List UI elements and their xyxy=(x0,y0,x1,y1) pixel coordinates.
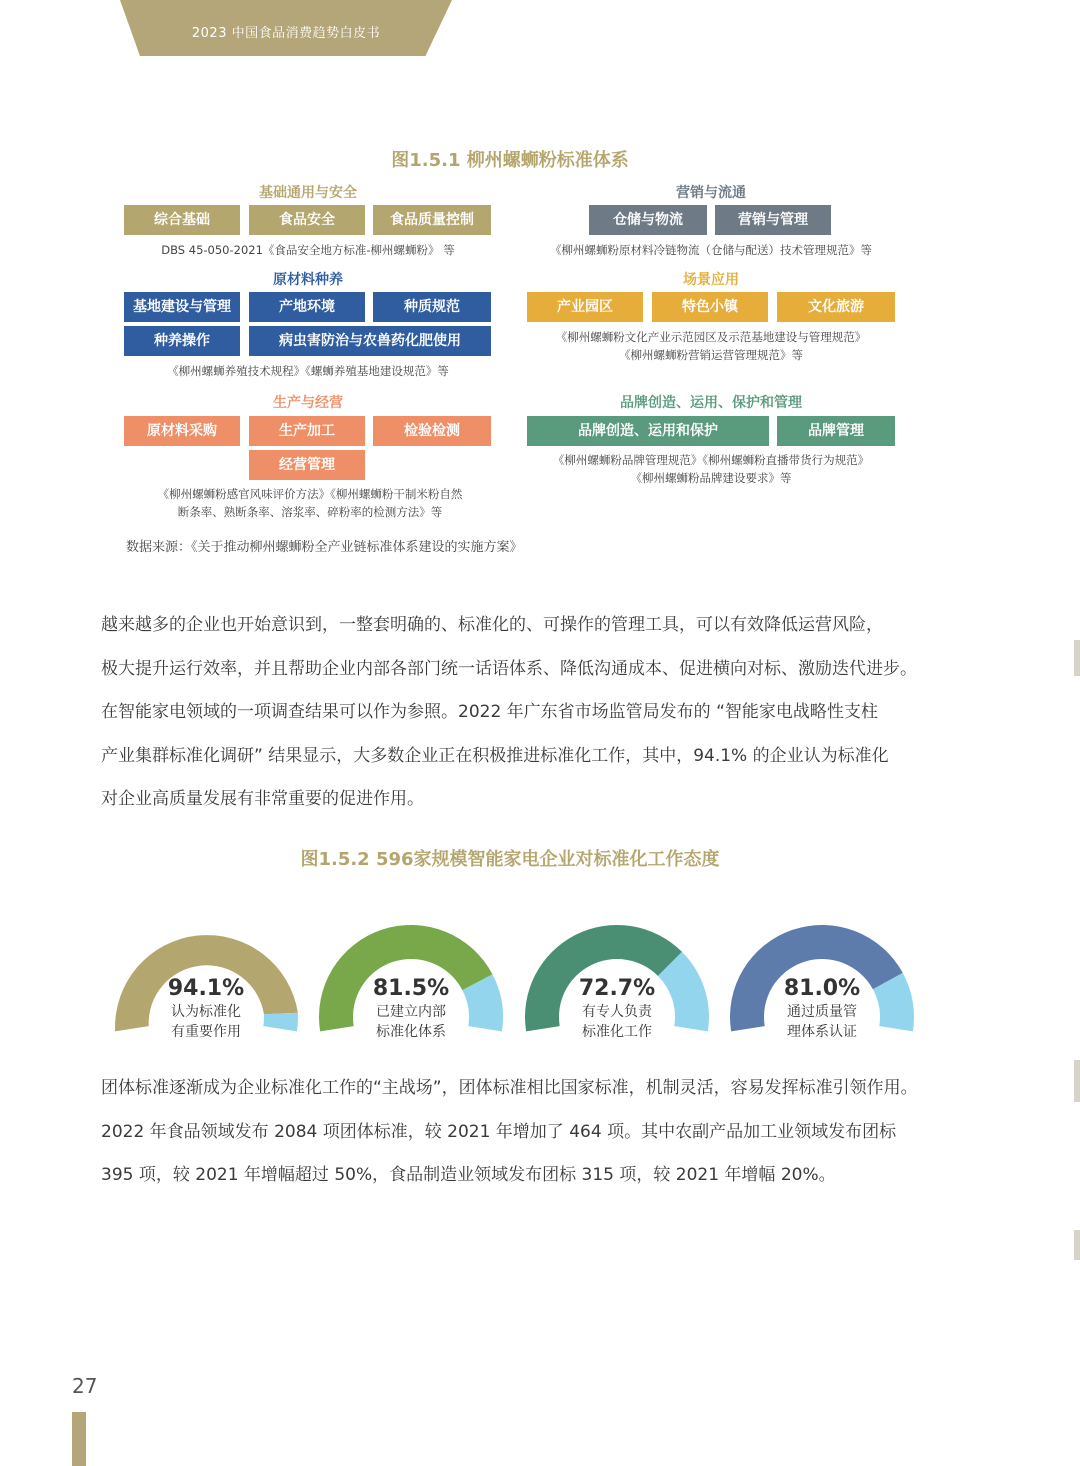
box-pest-control: 病虫害防治与农兽药化肥使用 xyxy=(249,326,491,356)
category-production: 生产与经营 xyxy=(273,395,343,411)
box-marketing-management: 营销与管理 xyxy=(715,205,831,235)
category-scenario: 场景应用 xyxy=(683,272,739,288)
gauge-label xyxy=(114,1002,298,1042)
box-cultural-tourism: 文化旅游 xyxy=(777,292,895,322)
paragraph-line: 对企业高质量发展有非常重要的促进作用。 xyxy=(101,789,424,810)
note-scenario-line1: 《柳州螺蛳粉文化产业示范园区及示范基地建设与管理规范》 xyxy=(555,330,867,344)
figure-1-title: 图1.5.1 柳州螺蛳粉标准体系 xyxy=(391,150,629,171)
paragraph-line: 产业集群标准化调研” 结果显示，大多数企业正在积极推进标准化工作，其中，94.1% 的企业认为标准化 xyxy=(101,745,889,766)
gauge-label-line: 通过质量管 xyxy=(787,1004,857,1020)
note-basic-safety: DBS 45-050-2021《食品安全地方标准-柳州螺蛳粉》 等 xyxy=(161,243,455,257)
note-production-line2: 断条率、熟断条率、溶浆率、碎粉率的检测方法》等 xyxy=(177,505,443,519)
category-marketing: 营销与流通 xyxy=(676,185,746,201)
note-production-line1: 《柳州螺蛳粉感官风味评价方法》《柳州螺蛳粉干制米粉自然 xyxy=(157,487,463,501)
gauge-label xyxy=(319,1002,503,1042)
note-brand-line1: 《柳州螺蛳粉品牌管理规范》《柳州螺蛳粉直播带货行为规范》 xyxy=(552,453,870,467)
gauge-4 xyxy=(730,915,914,1045)
box-origin-environment: 产地环境 xyxy=(249,292,365,322)
gauge-label-line: 已建立内部 xyxy=(376,1004,446,1020)
gauge-label-line: 有重要作用 xyxy=(171,1024,241,1040)
box-featured-town: 特色小镇 xyxy=(652,292,768,322)
paragraph-line: 在智能家电领域的一项调查结果可以作为参照。2022 年广东省市场监管局发布的 “智能家电战略性支柱 xyxy=(101,702,878,723)
gauge-3 xyxy=(525,915,709,1045)
box-germplasm: 种质规范 xyxy=(373,292,491,322)
box-brand-creation: 品牌创造、运用和保护 xyxy=(527,416,769,446)
gauge-value: 81.0% xyxy=(783,976,861,1001)
box-brand-management: 品牌管理 xyxy=(777,416,895,446)
gauge-value: 94.1% xyxy=(167,976,245,1001)
page-bar xyxy=(72,1412,86,1466)
paragraph-line: 团体标准逐渐成为企业标准化工作的“主战场”，团体标准相比国家标准，机制灵活，容易发挥标准引领作用。 xyxy=(101,1078,918,1098)
figure-1-source: 数据来源：《关于推动柳州螺蛳粉全产业链标准体系建设的实施方案》 xyxy=(126,540,523,555)
gauge-label-line: 有专人负责 xyxy=(582,1004,652,1020)
gauge-label-line: 标准化体系 xyxy=(376,1024,446,1040)
box-general-basis: 综合基础 xyxy=(124,205,240,235)
note-marketing: 《柳州螺蛳粉原材料冷链物流（仓储与配送）技术管理规范》等 xyxy=(550,243,872,257)
paragraph-2 xyxy=(101,1067,931,1198)
gauge-label-line: 理体系认证 xyxy=(787,1024,857,1040)
edge-mark xyxy=(1074,1060,1080,1102)
gauge-label xyxy=(730,1002,914,1042)
gauge-1 xyxy=(114,915,298,1045)
box-food-safety: 食品安全 xyxy=(249,205,365,235)
box-industrial-park: 产业园区 xyxy=(527,292,643,322)
gauge-value: 81.5% xyxy=(372,976,450,1001)
note-brand-line2: 《柳州螺蛳粉品牌建设要求》等 xyxy=(630,471,792,485)
paragraph-1 xyxy=(101,604,931,822)
figure-2-title: 图1.5.2 596家规模智能家电企业对标准化工作态度 xyxy=(300,849,720,870)
box-operation-management: 经营管理 xyxy=(249,450,365,480)
paragraph-line: 395 项，较 2021 年增幅超过 50%，食品制造业领域发布团标 315 项，较 2021 年增幅 20%。 xyxy=(101,1165,836,1186)
box-quality-control: 食品质量控制 xyxy=(373,205,491,235)
category-brand: 品牌创造、运用、保护和管理 xyxy=(620,395,802,411)
gauge-2 xyxy=(319,915,503,1045)
note-scenario-line2: 《柳州螺蛳粉营销运营管理规范》等 xyxy=(619,348,803,362)
box-logistics: 仓储与物流 xyxy=(589,205,707,235)
box-farming-operation: 种养操作 xyxy=(124,326,240,356)
gauge-label-line: 认为标准化 xyxy=(171,1004,241,1020)
gauge-label xyxy=(525,1002,709,1042)
category-basic-safety: 基础通用与安全 xyxy=(259,185,357,201)
edge-mark xyxy=(1074,640,1080,676)
box-base-construction: 基地建设与管理 xyxy=(124,292,240,322)
page-number: 27 xyxy=(72,1374,98,1398)
box-processing: 生产加工 xyxy=(249,416,365,446)
paragraph-line: 2022 年食品领域发布 2084 项团体标准，较 2021 年增加了 464 项。其中农副产品加工业领域发布团标 xyxy=(101,1121,897,1142)
gauge-label-line: 标准化工作 xyxy=(582,1024,652,1040)
box-procurement: 原材料采购 xyxy=(124,416,240,446)
category-raw-material: 原材料种养 xyxy=(273,272,343,288)
paragraph-line: 极大提升运行效率，并且帮助企业内部各部门统一话语体系、降低沟通成本、促进横向对标、激励迭代进步。 xyxy=(101,658,917,679)
note-raw-material: 《柳州螺蛳养殖技术规程》《螺蛳养殖基地建设规范》等 xyxy=(167,364,449,378)
edge-mark xyxy=(1074,1230,1080,1260)
box-inspection: 检验检测 xyxy=(373,416,491,446)
paragraph-line: 越来越多的企业也开始意识到，一整套明确的、标准化的、可操作的管理工具，可以有效降低运营风险， xyxy=(101,615,883,635)
document-title: 2023 中国食品消费趋势白皮书 xyxy=(191,26,381,41)
gauge-value: 72.7% xyxy=(578,976,656,1001)
